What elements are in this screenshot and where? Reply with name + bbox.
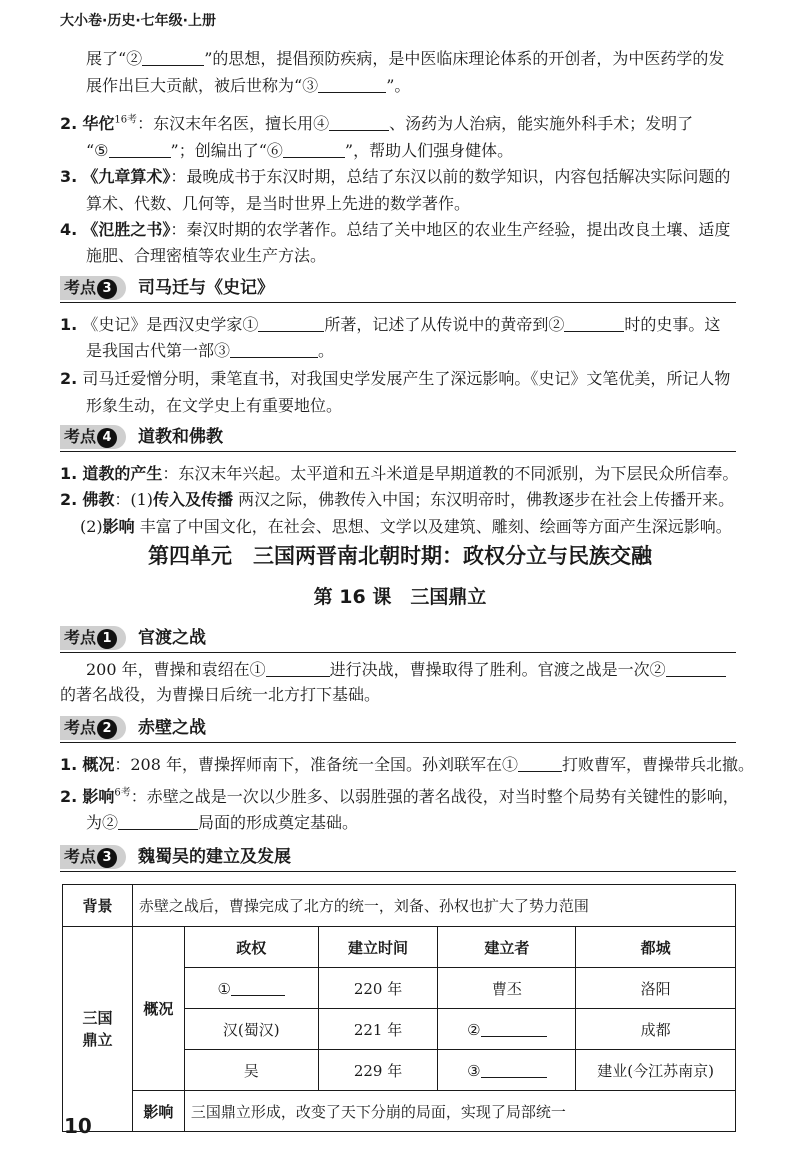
section-tag: 考点 4: [60, 425, 126, 449]
fill-blank[interactable]: [266, 660, 330, 677]
fill-blank[interactable]: [109, 141, 171, 158]
section-title: 官渡之战: [138, 628, 206, 648]
table-cell: 221 年: [318, 1009, 438, 1050]
section-tag: 考点 1: [60, 626, 126, 650]
text-line: 算术、代数、几何等，是当时世界上先进的数学著作。: [86, 194, 471, 213]
section-title: 司马迁与《史记》: [138, 278, 274, 298]
list-item: 1. 《史记》是西汉史学家① 所著，记述了从传说中的黄帝到② 时的史事。这: [60, 315, 721, 334]
table-cell: 229 年: [318, 1050, 438, 1091]
fill-blank[interactable]: [564, 315, 624, 332]
running-head: 大小卷·历史·七年级·上册: [60, 13, 216, 29]
table-header: 都城: [576, 927, 736, 968]
section-heading: [60, 626, 736, 653]
fill-blank[interactable]: [481, 1061, 547, 1078]
fill-blank[interactable]: [231, 979, 285, 996]
lesson-title: 第 16 课 三国鼎立: [313, 586, 487, 608]
text-line: 形象生动，在文学史上有重要地位。: [86, 396, 343, 415]
table-cell: 吴: [184, 1050, 318, 1091]
table-cell: 洛阳: [576, 968, 736, 1009]
page-number: 10: [64, 1114, 92, 1138]
table-row-label: 概况: [132, 927, 184, 1091]
section-heading: [60, 425, 736, 452]
text-line: 展作出巨大贡献，被后世称为“③ ”。: [86, 76, 411, 95]
table-cell: ①: [184, 968, 318, 1009]
table-header: 建立时间: [318, 927, 438, 968]
text-line: 是我国古代第一部③ 。: [86, 341, 335, 360]
text-line: 200 年，曹操和袁绍在① 进行决战，曹操取得了胜利。官渡之战是一次②: [86, 659, 726, 681]
three-kingdoms-table: [62, 884, 736, 1132]
text-line: 展了“② ”的思想，提倡预防疾病，是中医临床理论体系的开创者，为中医药学的发: [86, 49, 725, 68]
table-cell: 220 年: [318, 968, 438, 1009]
table-cell: ③: [438, 1050, 576, 1091]
table-cell: 成都: [576, 1009, 736, 1050]
fill-blank[interactable]: [258, 315, 324, 332]
text-line: 为② 局面的形成奠定基础。: [86, 813, 359, 832]
fill-blank[interactable]: [118, 813, 198, 830]
table-header: 建立者: [438, 927, 576, 968]
section-title: 道教和佛教: [138, 427, 223, 447]
table-row-label: 影响: [132, 1091, 184, 1132]
section-tag: 考点 2: [60, 716, 126, 740]
text-line: 施肥、合理密植等农业生产方法。: [86, 246, 327, 265]
table-cell: ②: [438, 1009, 576, 1050]
section-heading: [60, 276, 736, 303]
table-cell: 三国鼎立形成，改变了天下分崩的局面，实现了局部统一: [184, 1091, 735, 1132]
fill-blank[interactable]: [481, 1020, 547, 1037]
table-row-label: 背景: [63, 885, 133, 927]
fill-blank[interactable]: [230, 341, 318, 358]
list-item: 2. 影响$^{6考}$：赤壁之战是一次以少胜多、以弱胜强的著名战役，对当时整个局势有关键性的影响，: [60, 787, 739, 806]
table-cell: 曹丕: [438, 968, 576, 1009]
table-cell: 汉(蜀汉): [184, 1009, 318, 1050]
section-tag: 考点 3: [60, 276, 126, 300]
section-tag: 考点 3: [60, 845, 126, 869]
list-item: 4. 《氾胜之书》：秦汉时期的农学著作。总结了关中地区的农业生产经验，提出改良土壤、适度: [60, 220, 731, 239]
fill-blank[interactable]: [666, 660, 726, 677]
section-title: 魏蜀吴的建立及发展: [138, 847, 291, 867]
list-item: 3. 《九章算术》：最晚成书于东汉时期，总结了东汉以前的数学知识，内容包括解决实际问题的: [60, 167, 731, 186]
list-item: 2. 司马迁爱憎分明，秉笔直书，对我国史学发展产生了深远影响。《史记》文笔优美，所记人物: [60, 369, 731, 388]
text-line: “⑤ ”；创编出了“⑥ ”，帮助人们强身健体。: [86, 141, 514, 160]
section-title: 赤壁之战: [138, 718, 206, 738]
table-row-label: 三国 鼎立: [63, 927, 133, 1132]
table-cell: 建业(今江苏南京): [576, 1050, 736, 1091]
text-line: (2)影响 丰富了中国文化，在社会、思想、文学以及建筑、雕刻、绘画等方面产生深远影响。: [80, 517, 732, 536]
fill-blank[interactable]: [318, 76, 386, 93]
unit-title: 第四单元 三国两晋南北朝时期：政权分立与民族交融: [148, 544, 652, 568]
table-cell: 赤壁之战后，曹操完成了北方的统一，刘备、孙权也扩大了势力范围: [132, 885, 735, 927]
list-item: 2. 佛教：(1)传入及传播 两汉之际，佛教传入中国；东汉明帝时，佛教逐步在社会上传播开来。: [60, 490, 735, 509]
section-heading: [60, 845, 736, 872]
fill-blank[interactable]: [518, 755, 562, 772]
fill-blank[interactable]: [142, 49, 204, 66]
table-header: 政权: [184, 927, 318, 968]
fill-blank[interactable]: [283, 141, 345, 158]
text-line: 的著名战役，为曹操日后统一北方打下基础。: [60, 685, 381, 704]
list-item: 1. 道教的产生：东汉末年兴起。太平道和五斗米道是早期道教的不同派别，为下层民众所信奉。: [60, 464, 739, 483]
list-item: 2. 华佗$^{16考}$：东汉末年名医，擅长用④ 、汤药为人治病，能实施外科手术；发明了: [60, 114, 694, 133]
fill-blank[interactable]: [329, 114, 389, 131]
list-item: 1. 概况：208 年，曹操挥师南下，准备统一全国。孙刘联军在① 打败曹军，曹操带兵北撤。: [60, 755, 754, 774]
section-heading: [60, 716, 736, 743]
